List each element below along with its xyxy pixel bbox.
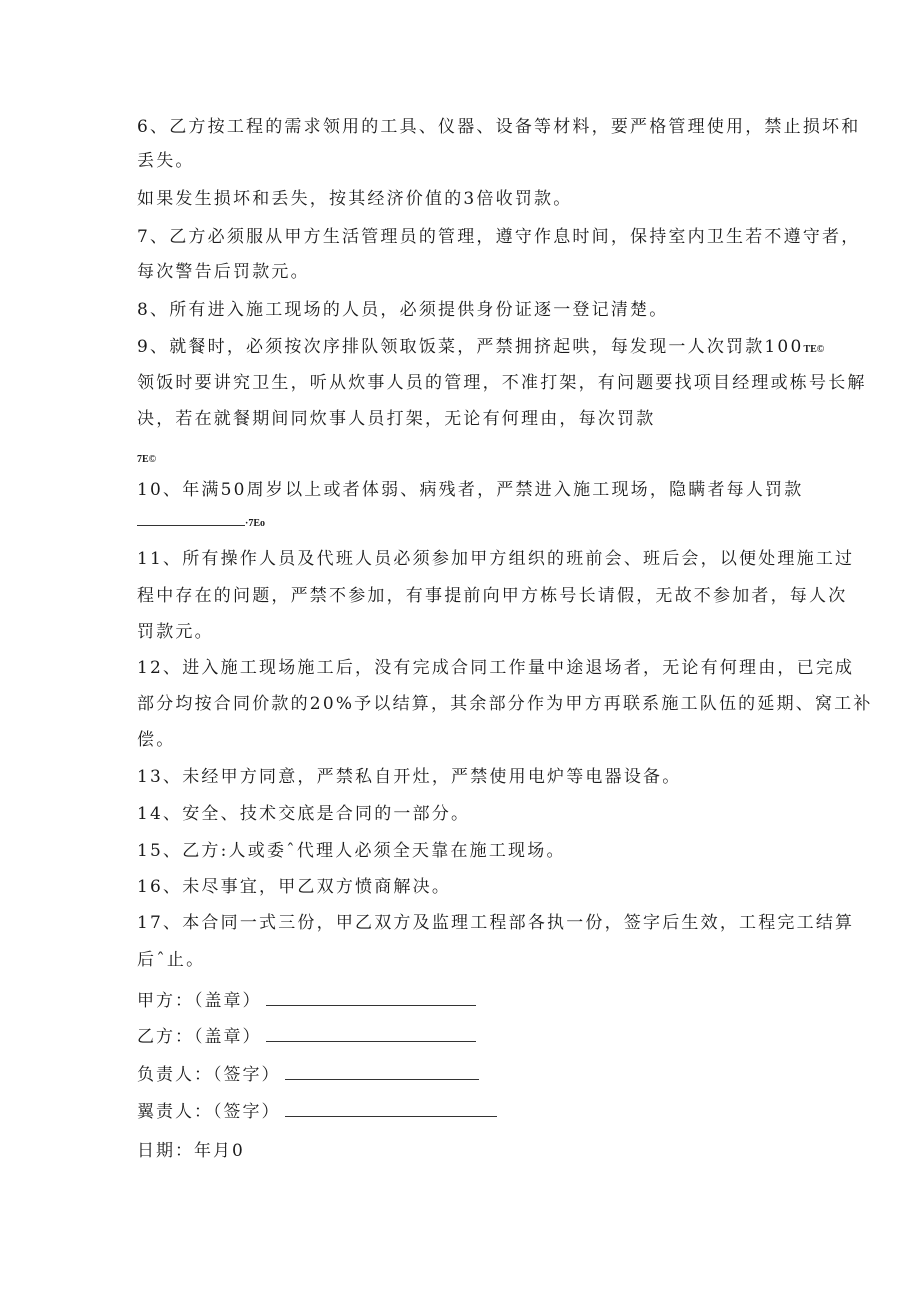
clause-9-ocr-fragment: TE© [803,344,825,355]
clause-11-line-2: 程中存在的问题，严禁不参加，有事提前向甲方栋号长请假，无故不参加者，每人次 [137,586,848,606]
clause-15-line-1: 15、乙方:人或委ˆ代理人必须全天靠在施工现场。 [137,841,566,861]
clause-6-line-1: 6、乙方按工程的需求领用的工具、仪器、设备等材料，要严格管理使用，禁止损坏和 [137,117,861,137]
party-b-label: 乙方：（盖章） [137,1027,262,1047]
clause-11-line-3: 罚款元。 [137,622,214,642]
clause-12-line-1: 12、进入施工现场施工后，没有完成合同工作量中途退场者，无论有何理由，已完成 [137,658,855,678]
clause-17-line-2: 后ˆ止。 [137,950,206,970]
clause-14-line-1: 14、安全、技术交底是合同的一部分。 [137,804,471,824]
clause-9-line-1 [137,336,824,361]
clause-9-text: 9、就餐时，必须按次序排队领取饭菜，严禁拥挤起哄，每发现一人次罚款100 [137,337,804,357]
clause-10-ocr-fragment: ·7Eo [245,518,266,529]
responsible-label: 负责人：（签字） [137,1065,281,1085]
responsible-2-label: 翼责人：（签字） [137,1102,281,1122]
clause-16-line-1: 16、未尽事宜，甲乙双方愤商解决。 [137,877,452,897]
party-a-label: 甲方：（盖章） [137,991,262,1011]
clause-12-line-3: 偿。 [137,730,176,750]
fill-in-blank [137,524,245,526]
clause-9-line-4: 7E© [137,454,157,465]
clause-8-line-1: 8、所有进入施工现场的人员，必须提供身份证逐一登记清楚。 [137,300,669,320]
clause-12-line-2: 部分均按合同价款的20%予以结算，其余部分作为甲方再联系施工队伍的延期、窝工补 [137,694,873,714]
party-b-signature-line [266,1040,476,1042]
clause-7-line-1: 7、乙方必须服从甲方生活管理员的管理，遵守作息时间，保持室内卫生若不遵守者， [137,227,861,247]
clause-7-line-2: 每次警告后罚款元。 [137,262,310,282]
clause-11-line-1: 11、所有操作人员及代班人员必须参加甲方组织的班前会、班后会，以便处理施工过 [137,549,855,569]
clause-10-line-1: 10、年满50周岁以上或者体弱、病残者，严禁进入施工现场，隐瞒者每人罚款 [137,480,804,500]
responsible-signature-line [285,1078,479,1080]
clause-10-line-2 [137,518,265,529]
signature-responsible [137,1064,479,1086]
clause-9-line-2: 领饭时要讲究卫生，听从炊事人员的管理，不准打架，有问题要找项目经理或栋号长解 [137,373,867,393]
clause-9-line-3: 决，若在就餐期间同炊事人员打架，无论有何理由，每次罚款 [137,409,656,429]
clause-6-line-3: 如果发生损坏和丢失，按其经济价值的3倍收罚款。 [137,189,573,209]
party-a-signature-line [266,1004,476,1006]
responsible-2-signature-line [285,1115,497,1117]
date-line: 日期：年月0 [137,1141,245,1161]
signature-party-b [137,1026,476,1048]
signature-responsible-2 [137,1101,497,1123]
clause-17-line-1: 17、本合同一式三份，甲乙双方及监理工程部各执一份，签字后生效，工程完工结算 [137,913,855,933]
clause-13-line-1: 13、未经甲方同意，严禁私自开灶，严禁使用电炉等电器设备。 [137,767,682,787]
signature-party-a [137,990,476,1012]
clause-6-line-2: 丢失。 [137,151,195,171]
